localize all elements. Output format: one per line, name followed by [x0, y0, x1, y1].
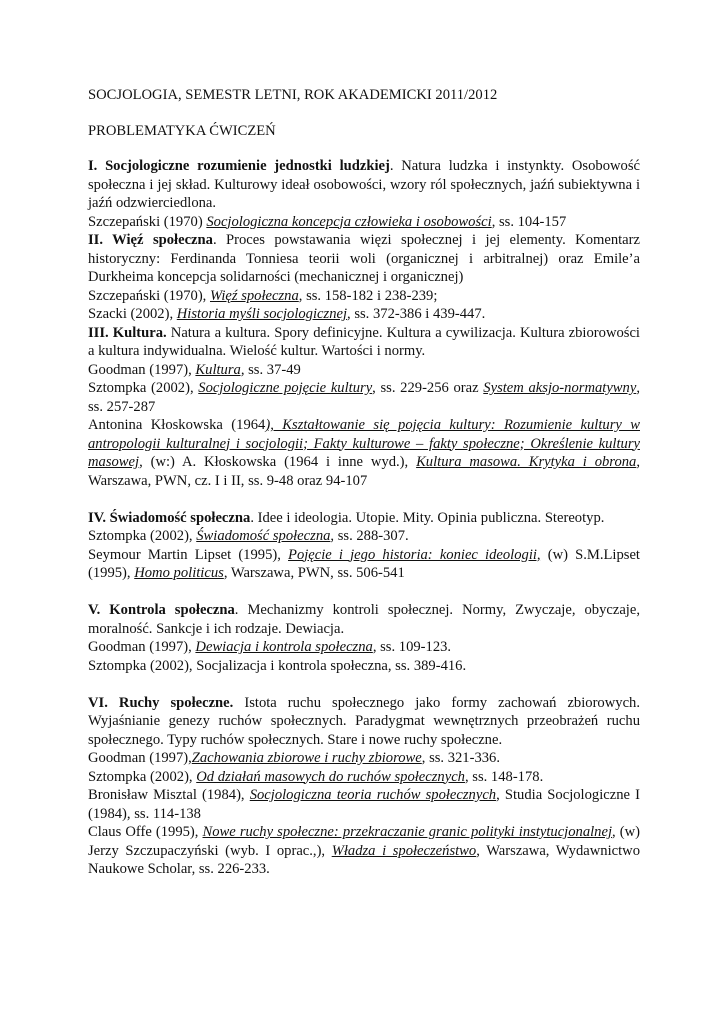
section-4-reference-1: Sztompka (2002), Świadomość społeczna, ss. 288-307.: [88, 528, 409, 544]
section-2-description: II. Więź społeczna. Proces powstawania więzi społecznej i jej elementy. Komentarz historyczny: Ferdinanda Tonniesa teorii woli (organicznej i arbitralnej) oraz Emile’a Durkheima koncepcja solidarności (mechanicznej i organicznej): [88, 232, 640, 285]
section-6-reference-2: Sztompka (2002), Od działań masowych do ruchów społecznych, ss. 148-178.: [88, 768, 544, 785]
reference-title: Homo politicus: [134, 565, 224, 581]
section-4-description: IV. Świadomość społeczna. Idee i ideologia. Utopie. Mity. Opinia publiczna. Stereotyp.: [88, 509, 605, 526]
section-1-title: I. Socjologiczne rozumienie jednostki ludzkiej: [88, 158, 390, 174]
section-3-reference-2: Sztompka (2002), Socjologiczne pojęcie kultury, ss. 229-256 oraz System aksjo-normatywny, ss. 257-287: [88, 380, 640, 415]
document-title: SOCJOLOGIA, SEMESTR LETNI, ROK AKADEMICKI 2011/2012: [88, 87, 498, 103]
reference-title: Socjologiczne pojęcie kultury: [198, 380, 373, 396]
section-5-reference-1: Goodman (1997), Dewiacja i kontrola społeczna, ss. 109-123.: [88, 639, 452, 655]
section-3-reference-1: Goodman (1997), Kultura, ss. 37-49: [88, 361, 301, 378]
section-5-title: V. Kontrola społeczna: [88, 602, 235, 618]
section-4-reference-2: Seymour Martin Lipset (1995), Pojęcie i jego historia: koniec ideologii, (w) S.M.Lipset (1995), Homo politicus, Warszawa, PWN, ss. 506-541: [88, 546, 640, 581]
section-2-reference-2: Szacki (2002), Historia myśli socjologicznej, ss. 372-386 i 439-447.: [88, 306, 486, 322]
section-1-description: I. Socjologiczne rozumienie jednostki ludzkiej. Natura ludzka i instynkty. Osobowość społeczna i jej skład. Kulturowy ideał osobowości, wzory ról społecznych, jaźń subiektywna i jaźń odzwierciedlona.: [88, 158, 640, 211]
section-2-reference-1: Szczepański (1970), Więź społeczna, ss. 158-182 i 238-239;: [88, 287, 438, 304]
section-6-reference-4: Claus Offe (1995), Nowe ruchy społeczne: przekraczanie granic polityki instytucjonalnej, (w) Jerzy Szczupaczyński (wyb. I oprac.,), Władza i społeczeństwo, Warszawa, Wydawnictwo Naukowe Scholar, ss. 226-233.: [88, 824, 641, 877]
section-5-reference-2: Sztompka (2002), Socjalizacja i kontrola społeczna, ss. 389-416.: [88, 657, 467, 674]
reference-title: Socjologiczna koncepcja człowieka i osobowości: [206, 213, 492, 230]
section-2-title: II. Więź społeczna: [88, 232, 213, 248]
section-6-title: VI. Ruchy społeczne.: [88, 694, 234, 711]
document-page: [88, 86, 640, 879]
reference-title: Od działań masowych do ruchów społecznych: [196, 768, 465, 785]
section-3-description: III. Kultura. Natura a kultura. Spory definicyjne. Kultura a cywilizacja. Kultura zbiorowości a kultura indywidualna. Wielość kultur. Wartości i normy.: [88, 324, 640, 359]
reference-title: Kultura masowa. Krytyka i obrona: [416, 454, 637, 470]
reference-title: Nowe ruchy społeczne: przekraczanie granic polityki instytucjonalnej: [202, 824, 613, 840]
section-5-description: V. Kontrola społeczna. Mechanizmy kontroli społecznej. Normy, Zwyczaje, obyczaje, moralność. Sankcje i ich rodzaje. Dewiacja.: [88, 602, 640, 637]
section-3-reference-3: Antonina Kłoskowska (1964), Kształtowanie się pojęcia kultury: Rozumienie kultury w antropologii kulturalnej i socjologii; Fakty kulturowe – fakty społeczne; Określenie kultury masowej, (w:) A. Kłoskowska (1964 i inne wyd.), Kultura masowa. Krytyka i obrona, Warszawa, PWN, cz. I i II, ss. 9-48 oraz 94-107: [88, 417, 640, 489]
section-1-reference-1: Szczepański (1970) Socjologiczna koncepcja człowieka i osobowości, ss. 104-157: [88, 213, 567, 230]
section-4-title: IV. Świadomość społeczna: [88, 509, 251, 526]
reference-title: Kultura,: [195, 361, 245, 378]
reference-title: Więź społeczna: [209, 287, 299, 304]
section-6-description: VI. Ruchy społeczne. Istota ruchu społecznego jako formy zachowań zbiorowych. Wyjaśnianie genezy ruchów społecznych. Paradygmat wewnętrznych przeobrażeń ruchu społecznego. Typy ruchów społecznych. Stare i nowe ruchy społeczne.: [88, 694, 640, 748]
reference-title: Świadomość społeczna: [196, 528, 331, 544]
section-3-title: III. Kultura.: [88, 324, 167, 341]
section-6-reference-1: Goodman (1997),Zachowania zbiorowe i ruchy zbiorowe, ss. 321-336.: [88, 750, 501, 766]
reference-title: Władza i społeczeństwo: [331, 842, 477, 859]
reference-title: Historia myśli socjologicznej: [176, 306, 348, 322]
document-subtitle: PROBLEMATYKA ĆWICZEŃ: [88, 122, 276, 139]
reference-title: Zachowania zbiorowe i ruchy zbiorowe: [191, 750, 422, 766]
reference-title: Socjologiczna teoria ruchów społecznych: [249, 787, 497, 803]
reference-title: Pojęcie i jego historia: koniec ideologii,: [288, 546, 541, 563]
reference-title: System aksjo-normatywny: [483, 380, 637, 396]
reference-title: Dewiacja i kontrola społeczna: [195, 639, 373, 655]
section-6-reference-3: Bronisław Misztal (1984), Socjologiczna teoria ruchów społecznych, Studia Socjologiczne I (1984), ss. 114-138: [88, 787, 640, 822]
reference-title: ), Kształtowanie się pojęcia kultury: Rozumienie kultury w antropologii kulturalnej i socjologii; Fakty kulturowe – fakty społeczne; Określenie kultury masowej: [88, 417, 640, 470]
